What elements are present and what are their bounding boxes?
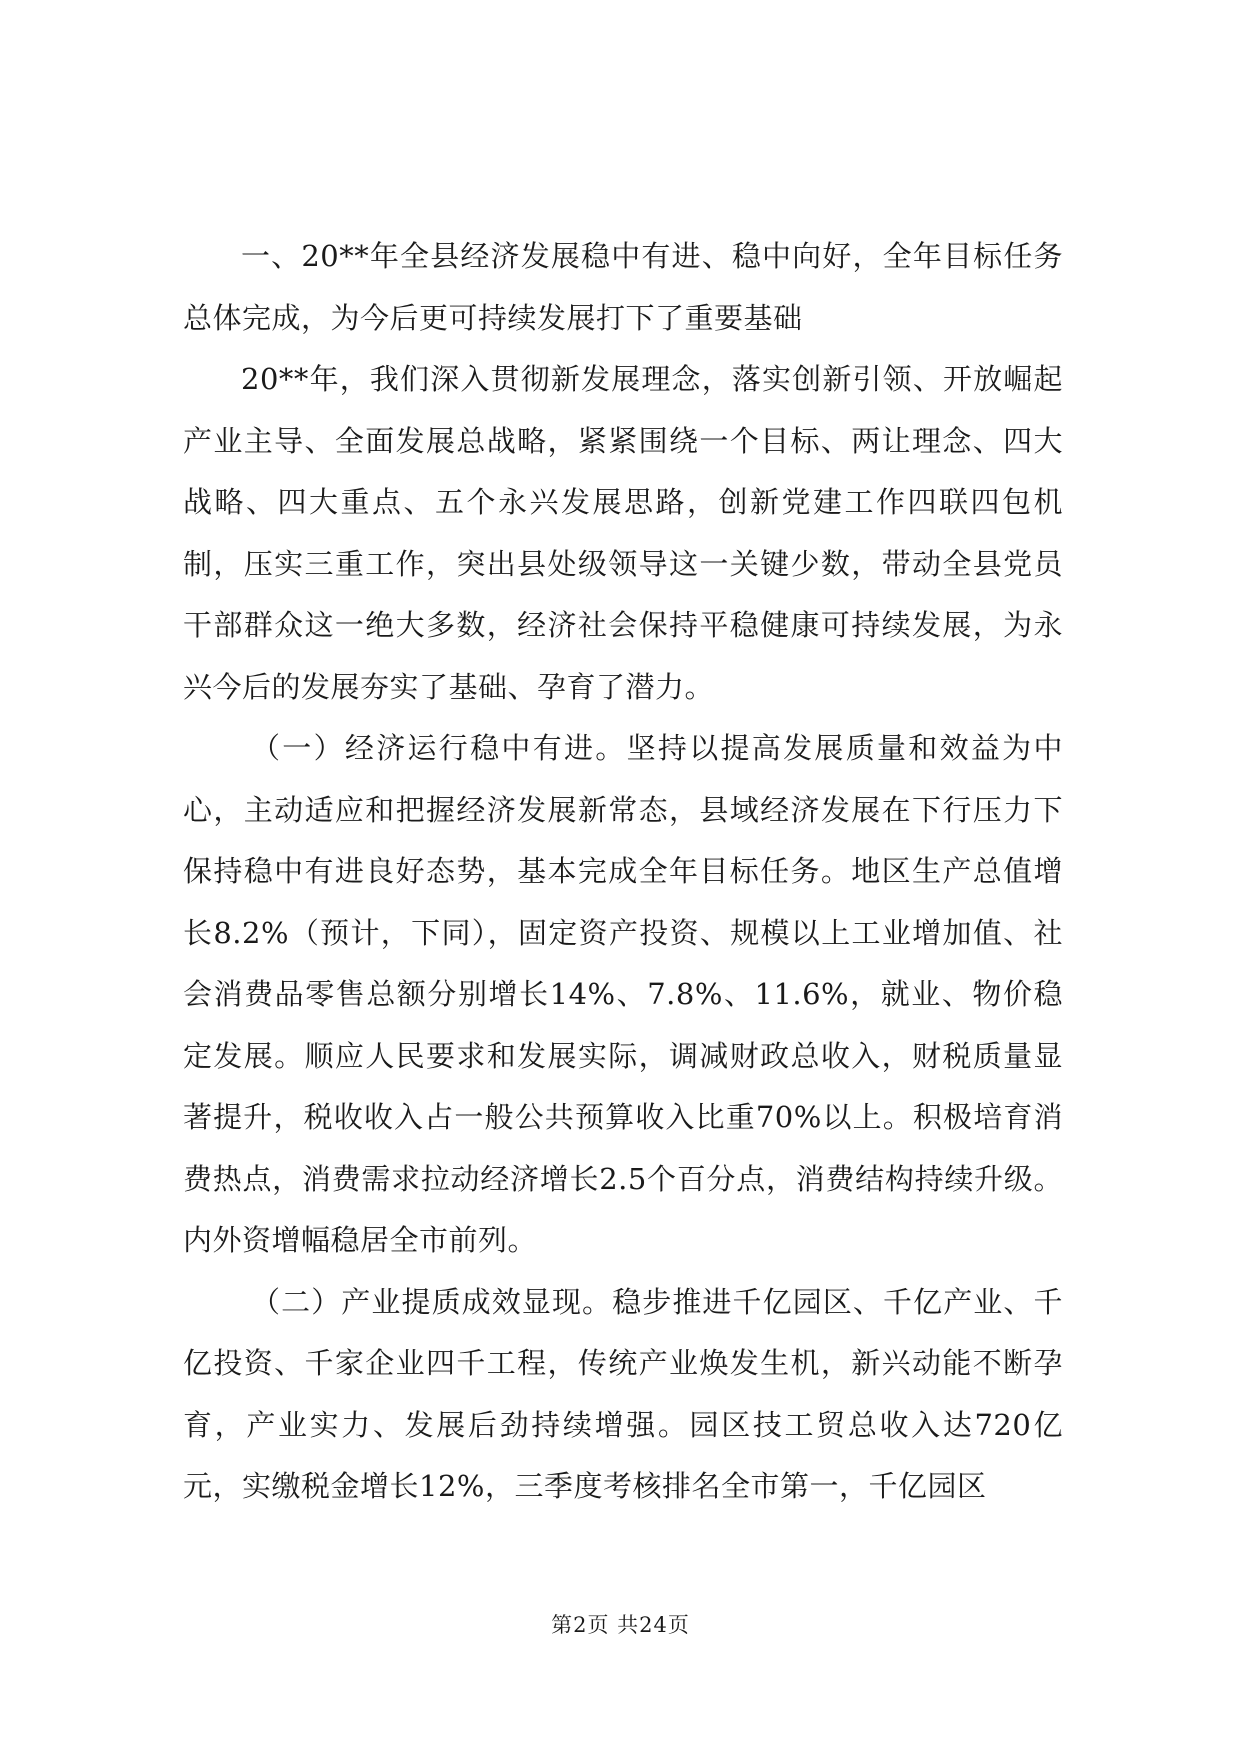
page-number-footer: 第2页 共24页 (551, 1613, 690, 1637)
body-paragraph: 20**年，我们深入贯彻新发展理念，落实创新引领、开放崛起产业主导、全面发展总战略，紧紧围绕一个目标、两让理念、四大战略、四大重点、五个永兴发展思路，创新党建工作四联四包机制，压实三重工作，突出县处级领导这一关键少数，带动全县党员干部群众这一绝大多数，经济社会保持平稳健康可持续发展，为永兴今后的发展夯实了基础、孕育了潜力。 (183, 362, 1063, 704)
document-body (183, 226, 1063, 1518)
section-heading: 一、20**年全县经济发展稳中有进、稳中向好，全年目标任务总体完成，为今后更可持续发展打下了重要基础 (183, 239, 1063, 335)
body-paragraph: （二）产业提质成效显现。稳步推进千亿园区、千亿产业、千亿投资、千家企业四千工程，传统产业焕发生机，新兴动能不断孕育，产业实力、发展后劲持续增强。园区技工贸总收入达720亿元，实缴税金增长12%，三季度考核排名全市第一，千亿园区 (183, 1284, 1063, 1503)
body-paragraph: （一）经济运行稳中有进。坚持以提高发展质量和效益为中心，主动适应和把握经济发展新常态，县域经济发展在下行压力下保持稳中有进良好态势，基本完成全年目标任务。地区生产总值增长8.2%（预计，下同），固定资产投资、规模以上工业增加值、社会消费品零售总额分别增长14%、7.8%、11.6%，就业、物价稳定发展。顺应人民要求和发展实际，调减财政总收入，财税质量显著提升，税收收入占一般公共预算收入比重70%以上。积极培育消费热点，消费需求拉动经济增长2.5个百分点，消费结构持续升级。内外资增幅稳居全市前列。 (183, 731, 1063, 1257)
